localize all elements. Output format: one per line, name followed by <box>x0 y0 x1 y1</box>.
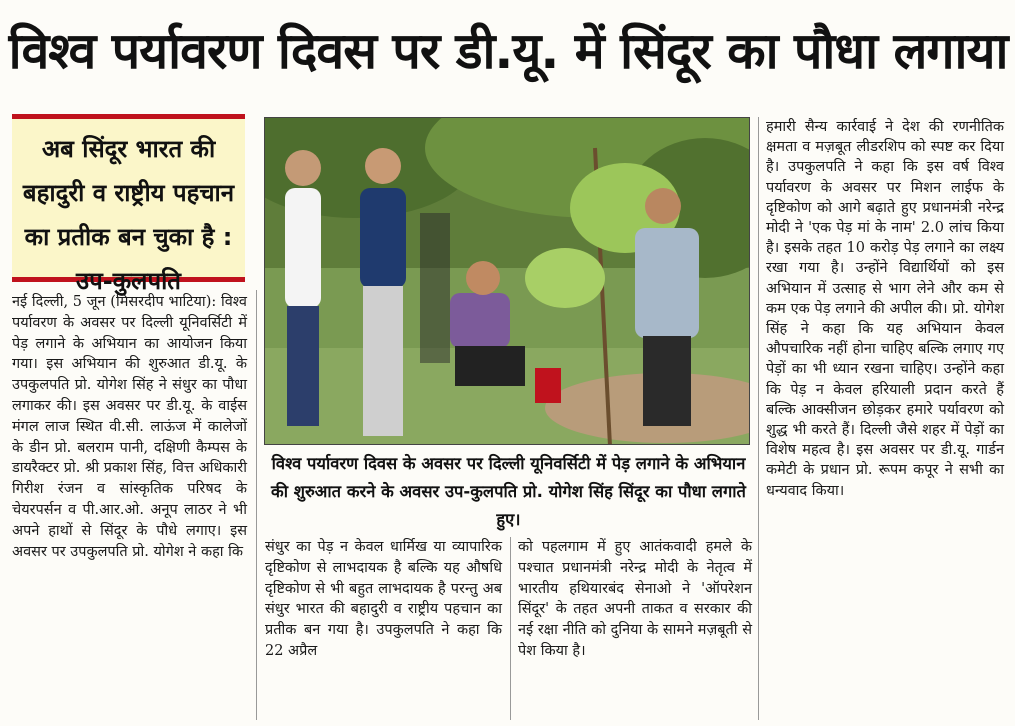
photo-illustration <box>265 118 750 445</box>
article-column-4: हमारी सैन्य कार्रवाई ने देश की रणनीतिक क्षमता व मज़बूत लीडरशिप को स्पष्ट कर दिया है। उपकुलपति ने कहा कि इस वर्ष विश्व पर्यावरण के अवसर पर मिशन लाईफ के दृष्टिकोण को आगे बढ़ाते हुए प्रधानमंत्री नरेन्द्र मोदी ने 'एक पेड़ मां के नाम' 2.0 लांच किया है। इसके तहत 10 करोड़ पेड़ लगाने का लक्ष्य रखा गया है। उन्होंने विद्यार्थियों को इस अभियान में उत्साह से भाग लेने और कम से कम एक पेड़ लगाने की अपील की। प्रो. योगेश सिंह ने कहा कि यह अभियान केवल औपचारिक नहीं होना चाहिए बल्कि लगाए गए पेड़ों का भी ध्यान रखना चाहिए। उन्होंने कहा कि पेड़ न केवल हरियाली प्रदान करते हैं बल्कि आक्सीजन छोड़कर हमारे पर्यावरण को शुद्ध भी करते हैं। दिल्ली जैसे शहर में पेड़ों का विशेष महत्व है। इस अवसर पर डी.यू. गार्डन कमेटी के प्रधान प्रो. रूपम कपूर ने सभी का धन्यवाद किया। <box>766 119 1004 499</box>
column-divider <box>758 117 759 720</box>
article-column-2: संधुर का पेड़ न केवल धार्मिख या व्यापारिक दृष्टिकोण से लाभदायक है बल्कि यह औषधि दृष्टिकोण से भी बहुत लाभदायक है परन्तु अब संधुर भारत की बहादुरी व राष्ट्रीय पहचान का प्रतीक बन गया है। उपकुलपति ने कहा कि 22 अप्रैल <box>265 539 502 659</box>
subheadline-box: अब सिंदूर भारत की बहादुरी व राष्ट्रीय पहचान का प्रतीक बन चुका है : उप-कुलपति <box>12 114 245 282</box>
column-divider <box>256 290 257 720</box>
column-divider <box>510 537 511 720</box>
article-column-1: नई दिल्ली, 5 जून (मिसरदीप भाटिया): विश्व पर्यावरण के अवसर पर दिल्ली यूनिवर्सिटी में पेड़ लगाने के अभियान का आयोजन किया गया। इस अभियान की शुरुआत डी.यू. के उपकुलपति प्रो. योगेश सिंह ने संधुर का पौधा लगाकर की। इस अवसर पर डी.यू. के वाईस मंगल लाज स्थित वी.सी. लाऊंज में कालेजों के डीन प्रो. बलराम पानी, दक्षिणी कैम्पस के डायरैक्टर प्रो. श्री प्रकाश सिंह, वित्त अधिकारी गिरीश रंजन व सांस्कृतिक परिषद के चेयरपर्सन व पी.आर.ओ. अनूप लाठर ने भी अपने हाथों से सिंदूर के पौधे लगाए। इस अवसर पर उपकुलपति प्रो. योगेश ने कहा कि <box>12 294 247 560</box>
headline: विश्व पर्यावरण दिवस पर डी.यू. में सिंदूर का पौधा लगाया <box>8 22 1008 80</box>
article-column-3: को पहलगाम में हुए आतंकवादी हमले के पश्चात प्रधानमंत्री नरेन्द्र मोदी के नेतृत्व में भारतीय हथियारबंद सेनाओ ने 'ऑपरेशन सिंदूर' के तहत अपनी ताकत व सरकार की नई रक्षा नीति को दुनिया के सामने मज़बूती से पेश किया है। <box>518 539 752 659</box>
news-photo <box>264 117 750 445</box>
photo-caption: विश्व पर्यावरण दिवस के अवसर पर दिल्ली यूनिवर्सिटी में पेड़ लगाने के अभियान की शुरुआत करने के अवसर उप-कुलपति प्रो. योगेश सिंह सिंदूर का पौधा लगाते हुए। <box>271 454 746 529</box>
